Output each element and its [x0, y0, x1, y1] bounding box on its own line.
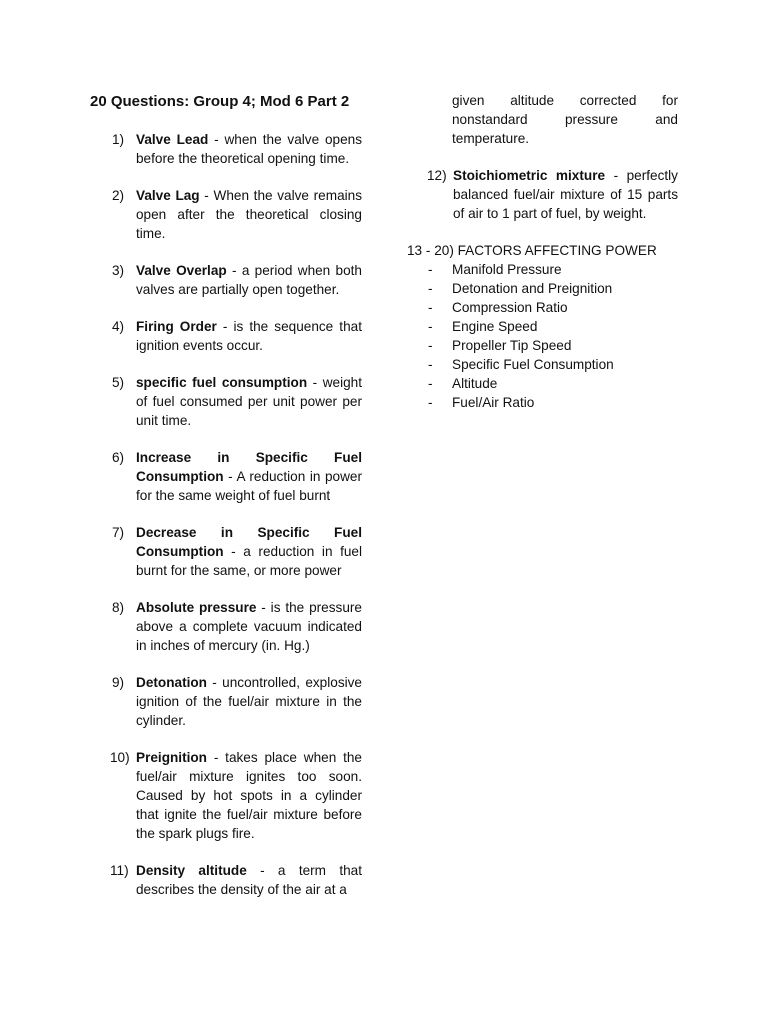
- factor-item: [407, 317, 678, 336]
- factor-label: Detonation and Preignition: [452, 281, 613, 296]
- factor-item: [407, 336, 678, 355]
- question-number: 8): [112, 600, 125, 615]
- question-definition: - When the valve remains open after the theoretical closing time.: [136, 188, 363, 241]
- factor-label: Manifold Pressure: [452, 262, 562, 277]
- question-item: [90, 317, 362, 355]
- question-term: Density altitude: [136, 863, 247, 878]
- right-column: [407, 91, 678, 412]
- question-term: Firing Order: [136, 319, 217, 334]
- question-item: [90, 373, 362, 430]
- question-term: Valve Overlap: [136, 263, 227, 278]
- question-item: [90, 523, 362, 580]
- question-number: 6): [112, 450, 125, 465]
- dash-bullet: -: [428, 300, 433, 315]
- question-definition: - a reduction in fuel burnt for the same, or more power: [136, 544, 362, 578]
- question-number: 11): [110, 863, 129, 878]
- question-number: 10): [110, 750, 130, 765]
- question-definition: - a term that describes the density of the air at a: [136, 863, 362, 897]
- question-number: 1): [112, 132, 125, 147]
- question-item: [90, 673, 362, 730]
- factor-label: Fuel/Air Ratio: [452, 395, 535, 410]
- question-definition: - perfectly balanced fuel/air mixture of 15 parts of air to 1 part of fuel, by weight.: [453, 168, 678, 221]
- question-term: Absolute pressure: [136, 600, 257, 615]
- factor-item: [407, 393, 678, 412]
- question-term: Increase in Specific Fuel Consumption: [136, 450, 362, 484]
- factor-label: Engine Speed: [452, 319, 538, 334]
- question-term: Preignition: [136, 750, 207, 765]
- dash-bullet: -: [428, 281, 433, 296]
- factor-item: [407, 298, 678, 317]
- question-definition: - is the sequence that ignition events occur.: [136, 319, 362, 353]
- question-term: specific fuel consumption: [136, 375, 308, 390]
- question-definition: - weight of fuel consumed per unit power per unit time.: [136, 375, 362, 428]
- question-item: [90, 130, 362, 168]
- factors-heading: 13 - 20) FACTORS AFFECTING POWER: [407, 243, 657, 258]
- factor-label: Specific Fuel Consumption: [452, 357, 614, 372]
- dash-bullet: -: [428, 376, 433, 391]
- factor-item: [407, 279, 678, 298]
- dash-bullet: -: [428, 357, 433, 372]
- question-definition: - a period when both valves are partially open together.: [136, 263, 362, 297]
- dash-bullet: -: [428, 338, 433, 353]
- question-term: Valve Lag: [136, 188, 200, 203]
- question-term: Valve Lead: [136, 132, 209, 147]
- question-term: Decrease in Specific Fuel Consumption: [136, 525, 362, 559]
- factor-label: Altitude: [452, 376, 498, 391]
- question-number: 3): [112, 263, 125, 278]
- question-item: [90, 186, 362, 243]
- question-number: 12): [427, 168, 447, 183]
- question-number: 7): [112, 525, 125, 540]
- question-item: [90, 598, 362, 655]
- question-item: [90, 448, 362, 505]
- question-continuation: given altitude corrected for nonstandard pressure and temperature.: [452, 93, 678, 146]
- left-column: [90, 130, 362, 899]
- question-term: Detonation: [136, 675, 207, 690]
- question-item: [90, 261, 362, 299]
- factor-list: [407, 260, 678, 412]
- question-number: 2): [112, 188, 125, 203]
- factors-section: [407, 241, 678, 412]
- factor-label: Propeller Tip Speed: [452, 338, 572, 353]
- page-title: 20 Questions: Group 4; Mod 6 Part 2: [90, 93, 350, 110]
- question-term: Stoichiometric mixture: [453, 168, 606, 183]
- question-definition: - takes place when the fuel/air mixture ignites too soon. Caused by hot spots in a cylinder that ignite the fuel/air mixture before the spark plugs fire.: [136, 750, 362, 841]
- dash-bullet: -: [428, 319, 433, 334]
- question-number: 5): [112, 375, 125, 390]
- dash-bullet: -: [428, 395, 433, 410]
- factor-item: [407, 374, 678, 393]
- question-definition: - uncontrolled, explosive ignition of the fuel/air mixture in the cylinder.: [136, 675, 362, 728]
- question-item: [90, 748, 362, 843]
- question-number: 4): [112, 319, 125, 334]
- factor-item: [407, 260, 678, 279]
- question-number: 9): [112, 675, 125, 690]
- factor-item: [407, 355, 678, 374]
- question-definition: - is the pressure above a complete vacuum indicated in inches of mercury (in. Hg.): [136, 600, 362, 653]
- question-definition: - when the valve opens before the theoretical opening time.: [136, 132, 363, 166]
- factor-label: Compression Ratio: [452, 300, 568, 315]
- question-item: [407, 166, 678, 223]
- question-definition: - A reduction in power for the same weight of fuel burnt: [136, 469, 362, 503]
- question-item: [90, 861, 362, 899]
- dash-bullet: -: [428, 262, 433, 277]
